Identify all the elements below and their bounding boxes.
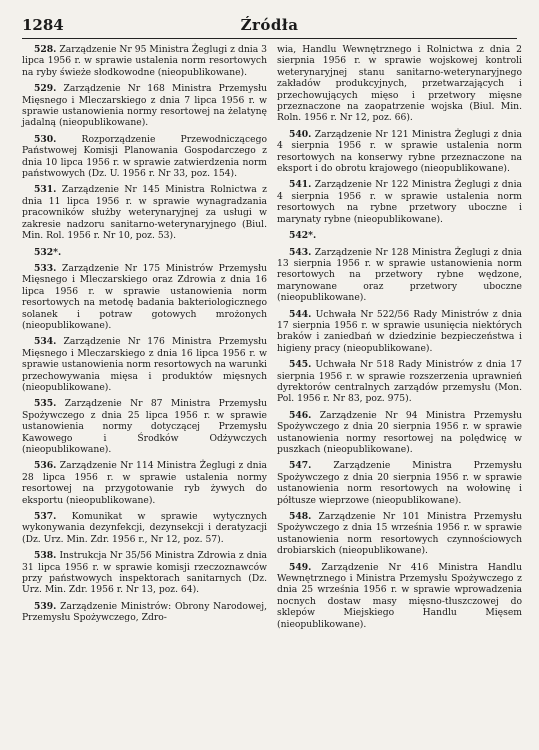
entry-text: Rozporządzenie Przewodniczącego Państwowej Komisji Planowania Gospodarczego z dnia 10 lipca 1956 r. w sprawie zatwierdzenia norm państwowych (Dz. U. 1956 r. Nr 33, poz. 154). (22, 133, 267, 180)
bibliography-entry (277, 511, 522, 557)
bibliography-entry (277, 230, 522, 241)
entry-number: 548. (289, 511, 312, 523)
right-column (277, 44, 522, 635)
entry-number: 541. (289, 179, 312, 191)
entry-text: Uchwała Nr 518 Rady Ministrów z dnia 17 sierpnia 1956 r. w sprawie rozszerzenia uprawnień dyrektorów centralnych zarządów przemysłu (Mon. Pol. 1956 r. Nr 83, poz. 975). (277, 359, 522, 405)
entry-number: 531. (34, 184, 57, 196)
running-title: Źródła (240, 16, 299, 34)
entry-number: 546. (289, 409, 312, 421)
bibliography-entry (22, 550, 267, 596)
entry-number: 542*. (289, 230, 317, 242)
entry-text: Zarządzenie Nr 94 Ministra Przemysłu Spożywczego z dnia 20 sierpnia 1956 r. w sprawie ustanowienia normy resortowej na polędwicę w puszkach (nieopublikowane). (277, 409, 522, 455)
entry-text: Zarządzenie Nr 122 Ministra Żeglugi z dnia 4 sierpnia 1956 r. w sprawie ustalenia norm resortowych na rybne przetwory uboczne i marynaty rybne (nieopublikowane). (277, 179, 523, 225)
bibliography-entry (277, 460, 522, 506)
entry-text: Zarządzenie Nr 416 Ministra Handlu Wewnętrznego i Ministra Przemysłu Spożywczego z dnia 25 września 1956 r. w sprawie wprowadzenia nocnych dostaw masy mięsno-tłuszczowej do sklepów Miejskiego Handlu Mięsem (nieopublikowane). (277, 561, 522, 630)
entry-number: 544. (289, 308, 312, 320)
entry-number: 532*. (34, 246, 62, 258)
entry-number: 530. (34, 133, 57, 145)
entry-text: Zarządzenie Nr 87 Ministra Przemysłu Spożywczego z dnia 25 lipca 1956 r. w sprawie ustanowienia normy dotyczącej Przemysłu Kawowego i Środków Odżywczych (nieopublikowane). (22, 398, 267, 455)
bibliography-entry (277, 179, 522, 225)
entry-text: Zarządzenie Nr 114 Ministra Żeglugi z dnia 28 lipca 1956 r. w sprawie ustalenia normy resortowej na przygotowanie ryb żywych do eksportu (nieopublikowane). (22, 460, 268, 506)
entry-number: 547. (289, 460, 312, 472)
entry-text: Zarządzenie Ministra Przemysłu Spożywczego z dnia 20 sierpnia 1956 r. w sprawie ustanowienia norm resortowych na wołowinę i półtusze wieprzowe (nieopublikowane). (277, 460, 522, 506)
entry-text: Zarządzenie Nr 175 Ministrów Przemysłu Mięsnego i Mleczarskiego oraz Zdrowia z dnia 16 lipca 1956 r. w sprawie ustanowienia norm resortowych na metodę badania bakteriologicznego solanek i potraw gotowych mrożonych (nieopublikowane). (22, 262, 268, 331)
page-header (22, 14, 517, 39)
entry-number: 549. (289, 561, 312, 573)
entry-number: 528. (34, 44, 57, 55)
entry-text: Zarządzenie Nr 168 Ministra Przemysłu Mięsnego i Mleczarskiego z dnia 7 lipca 1956 r. w sprawie ustanowienia normy resortowej na żelatynę jadalną (nieopublikowane). (22, 83, 267, 129)
entry-text: Komunikat w sprawie wytycznych wykonywania dezynfekcji, dezynsekcji i deratyzacji (Dz. Urz. Min. Zdr. 1956 r., Nr 12, poz. 57). (22, 511, 268, 545)
bibliography-entry (277, 129, 522, 175)
bibliography-entry (22, 601, 267, 624)
bibliography-entry (277, 410, 522, 456)
bibliography-entry (277, 309, 522, 355)
bibliography-entry (22, 263, 267, 331)
bibliography-entry (277, 44, 522, 124)
entry-text: Zarządzenie Nr 95 Ministra Żeglugi z dnia 3 lipca 1956 r. w sprawie ustalenia norm resortowych na ryby świeże słodkowodne (nieopublikowane). (22, 44, 268, 78)
bibliography-entry (22, 511, 267, 545)
entry-text: Zarządzenie Nr 128 Ministra Żeglugi z dnia 13 sierpnia 1956 r. w sprawie ustanowienia norm resortowych na przetwory rybne wędzone, marynowane oraz przetwory uboczne (nieopublikowane). (277, 246, 523, 304)
entry-text: Zarządzenie Nr 176 Ministra Przemysłu Mięsnego i Mleczarskiego z dnia 16 lipca 1956 r. w sprawie ustanowienia norm resortowych na warunki przechowywania mięsa i produktów mięsnych (nieopublikowane). (22, 336, 267, 393)
bibliography-entry (22, 134, 267, 180)
entry-text: wia, Handlu Wewnętrznego i Rolnictwa z dnia 2 sierpnia 1956 r. w sprawie wojskowej kontroli weterynaryjnej stanu sanitarno-weterynaryjnego zakładów produkcyjnych, przetwarzających i przechowujących mięso i przetwory mięsne przeznaczone na zaopatrzenie wojska (Biul. Min. Roln. 1956 r. Nr 12, poz. 66). (277, 44, 522, 124)
entry-text: Uchwała Nr 522/56 Rady Ministrów z dnia 17 sierpnia 1956 r. w sprawie usunięcia niektórych braków i zaniedbań w dziedzinie bezpieczeństwa i higieny pracy (nieopublikowane). (277, 308, 523, 354)
entry-number: 535. (34, 398, 57, 410)
entry-text: Instrukcja Nr 35/56 Ministra Zdrowia z dnia 31 lipca 1956 r. w sprawie komisji rzeczoznawców przy państwowych inspektorach sanitarnych (Dz. Urz. Min. Zdr. 1956 r. Nr 13, poz. 64). (22, 550, 268, 596)
entry-number: 539. (34, 600, 57, 612)
bibliography-entry (22, 83, 267, 129)
bibliography-entry (277, 359, 522, 405)
bibliography-entry (277, 562, 522, 630)
entry-number: 533. (34, 262, 57, 274)
entry-number: 537. (34, 511, 57, 523)
bibliography-entry (22, 460, 267, 506)
entry-text: Zarządzenie Ministrów: Obrony Narodowej, Przemysłu Spożywczego, Zdro- (22, 600, 267, 624)
bibliography-entry (277, 247, 522, 304)
entry-text: Zarządzenie Nr 101 Ministra Przemysłu Spożywczego z dnia 15 września 1956 r. w sprawie ustanowienia norm resortowych czynnościowych drobiarskich (nieopublikowane). (277, 511, 522, 557)
bibliography-entry (22, 44, 267, 78)
bibliography-entry (22, 398, 267, 455)
entry-number: 529. (34, 83, 57, 95)
bibliography-entry (22, 184, 267, 241)
entry-number: 540. (289, 128, 312, 140)
entry-number: 534. (34, 336, 57, 348)
entry-number: 543. (289, 246, 312, 258)
entry-number: 545. (289, 359, 312, 371)
bibliography-entry (22, 247, 267, 258)
left-column (22, 44, 267, 629)
entry-number: 538. (34, 550, 57, 562)
page-number: 1284 (22, 16, 64, 34)
entry-text: Zarządzenie Nr 145 Ministra Rolnictwa z dnia 11 lipca 1956 r. w sprawie wynagradzania pracowników służby weterynaryjnej za usługi w zakresie nadzoru sanitarno-weterynaryjnego (Biul. Min. Rol. 1956 r. Nr 10, poz. 53). (22, 184, 267, 242)
entry-number: 536. (34, 460, 57, 472)
bibliography-entry (22, 336, 267, 393)
entry-text: Zarządzenie Nr 121 Ministra Żeglugi z dnia 4 sierpnia 1956 r. w sprawie ustalenia norm resortowych na konserwy rybne przeznaczone na eksport i do obrotu krajowego (nieopublikowane). (277, 128, 523, 175)
